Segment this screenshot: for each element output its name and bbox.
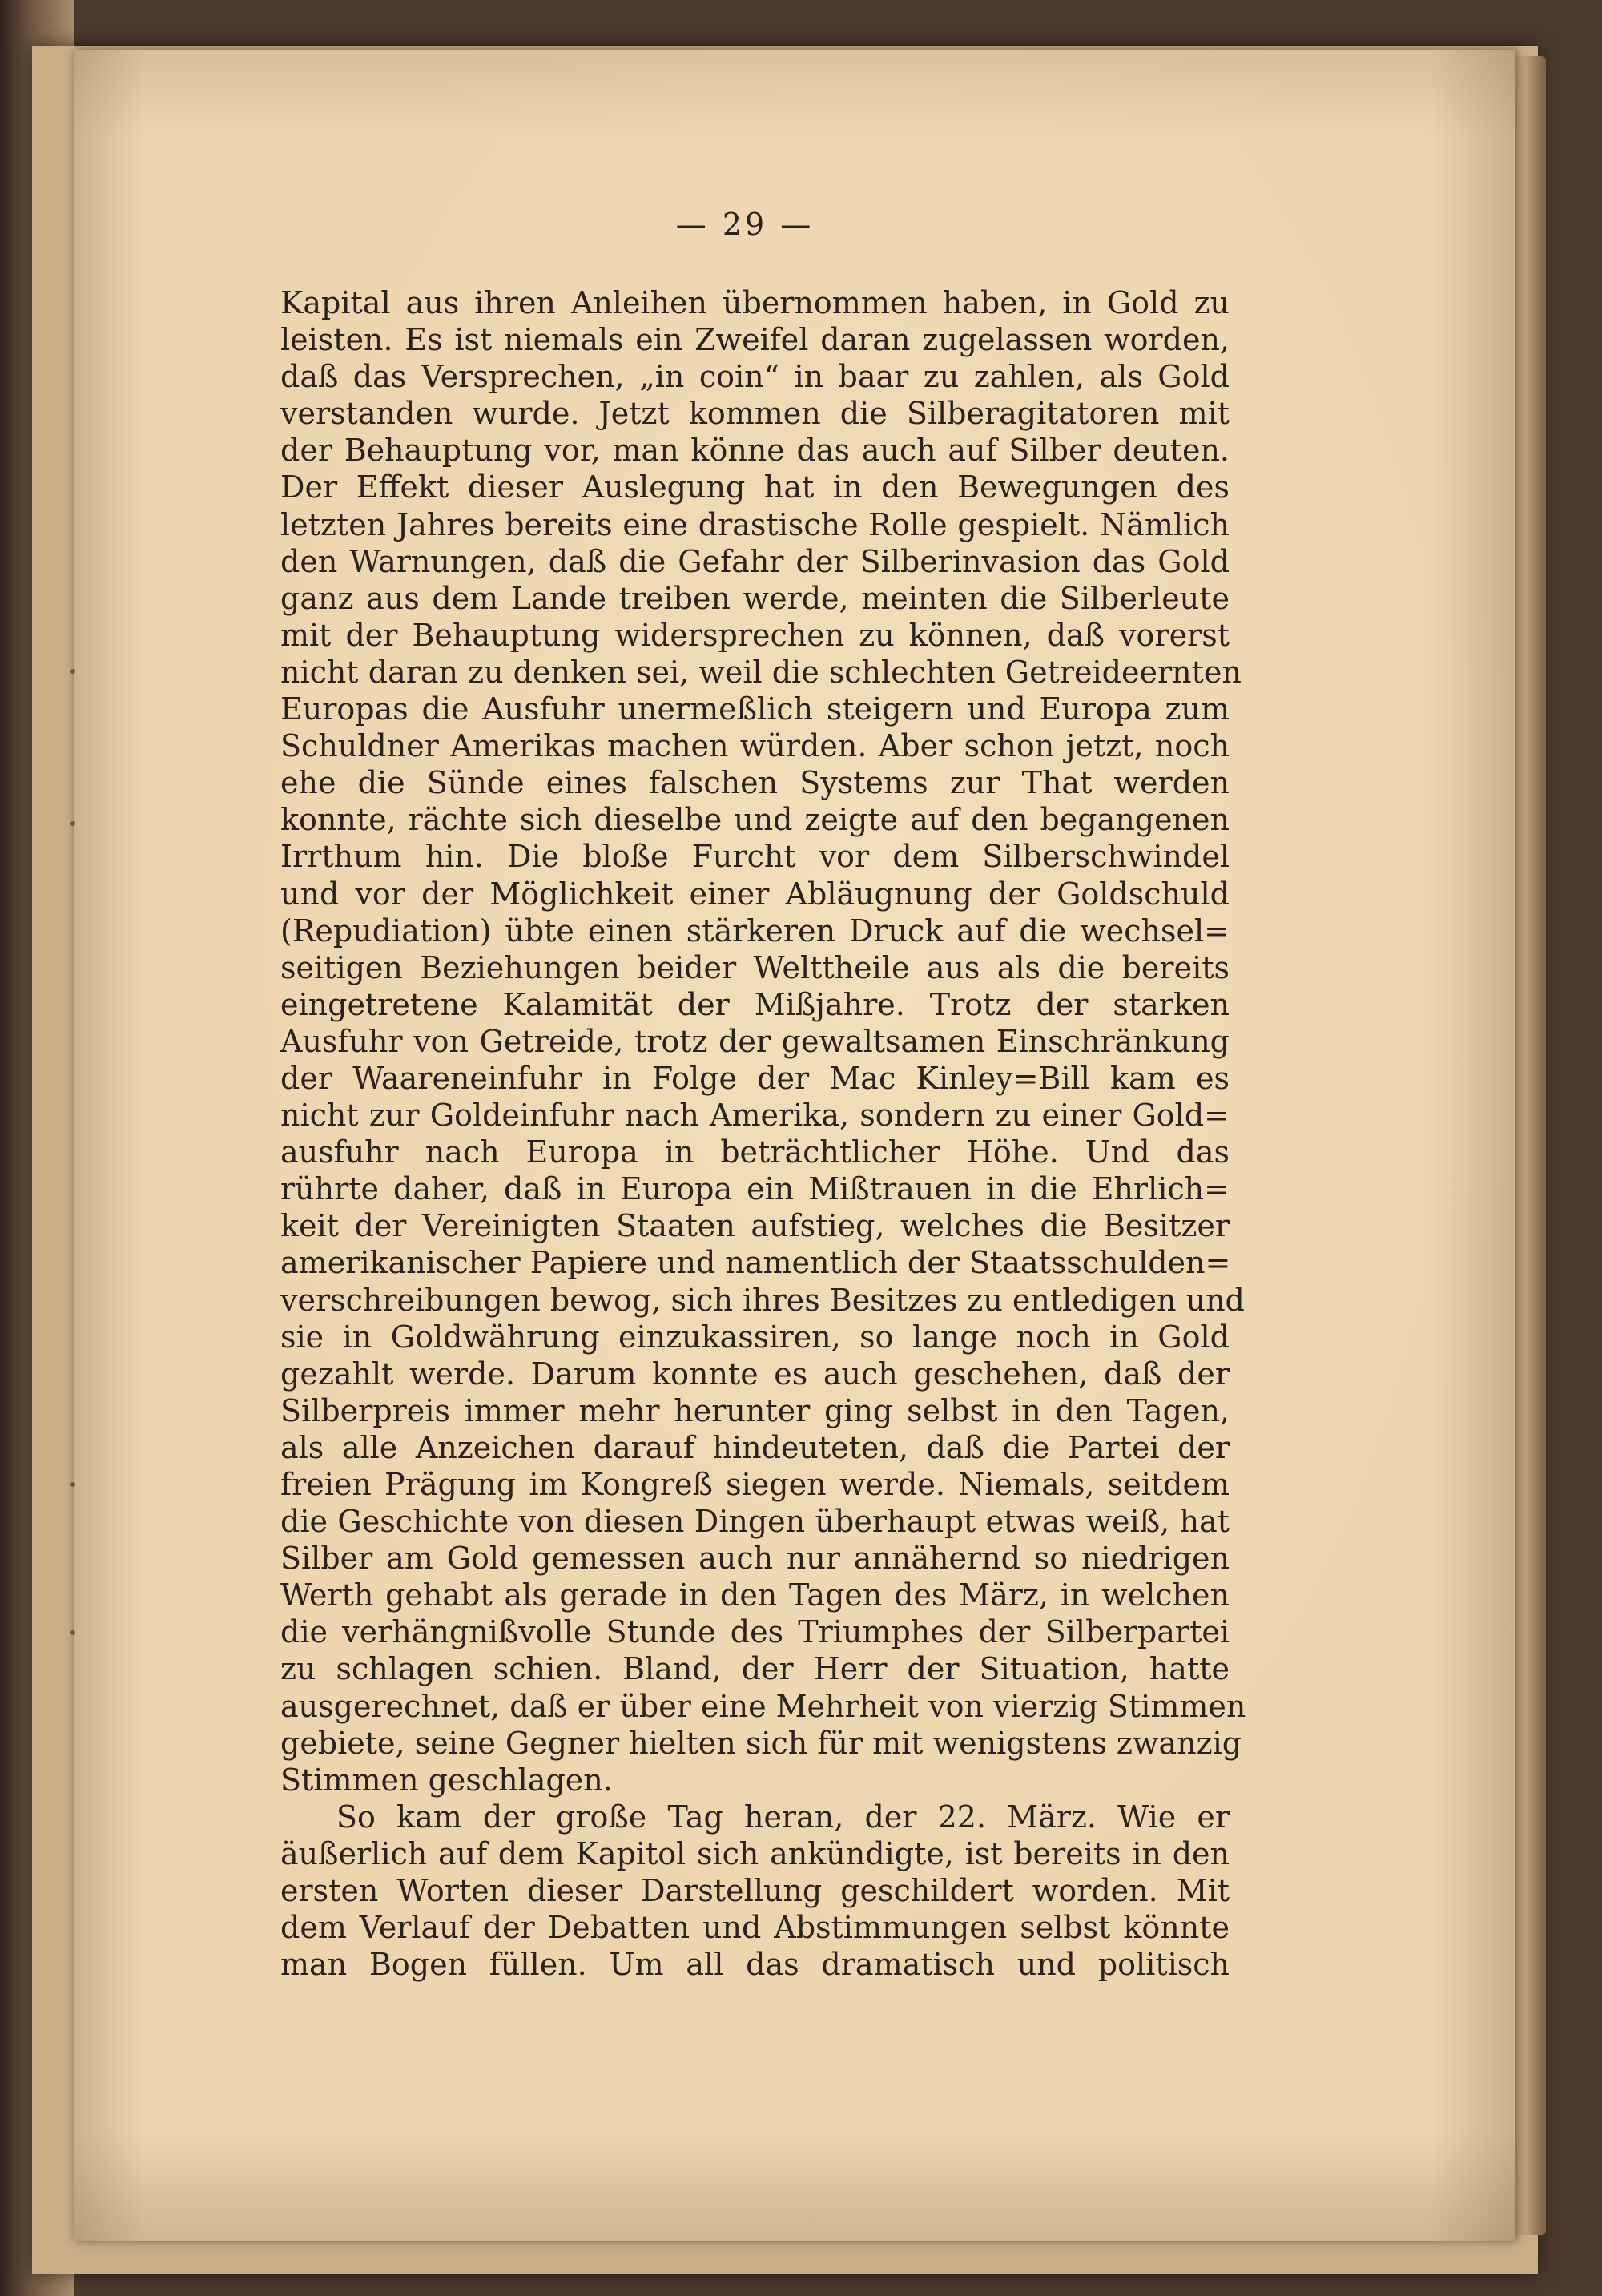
text-line-paragraph-end: Stimmen geschlagen. xyxy=(280,1762,613,1798)
text-line: verschreibungen bewog, sich ihres Besitzes zu entledigen und xyxy=(280,1282,1245,1318)
binding-hole-mark xyxy=(70,1630,75,1635)
binding-hole-mark xyxy=(70,669,75,674)
text-line: Kapital aus ihren Anleihen übernommen haben, in Gold zu xyxy=(280,285,1230,320)
text-line: zu schlagen schien. Bland, der Herr der Situation, hatte xyxy=(280,1651,1230,1687)
text-line: Europas die Ausfuhr unermeßlich steigern und Europa zum xyxy=(280,691,1230,727)
text-line: Silberpreis immer mehr herunter ging selbst in den Tagen, xyxy=(280,1392,1230,1428)
text-line: verstanden wurde. Jetzt kommen die Silberagitatoren mit xyxy=(280,396,1230,432)
text-line-paragraph-start: So kam der große Tag heran, der 22. März. Wie er xyxy=(336,1799,1230,1835)
text-line: ehe die Sünde eines falschen Systems zur That werden xyxy=(280,765,1230,801)
text-line: letzten Jahres bereits eine drastische Rolle gespielt. Nämlich xyxy=(280,506,1230,542)
text-line: seitigen Beziehungen beider Welttheile aus als die bereits xyxy=(280,949,1230,985)
text-line: und vor der Möglichkeit einer Abläugnung der Goldschuld xyxy=(280,876,1230,912)
text-line: nicht zur Goldeinfuhr nach Amerika, sondern zu einer Gold= xyxy=(280,1098,1230,1134)
text-line: Werth gehabt als gerade in den Tagen des März, in welchen xyxy=(280,1577,1230,1613)
page-number: — 29 — xyxy=(675,207,815,242)
text-line: gezahlt werde. Darum konnte es auch geschehen, daß der xyxy=(280,1355,1230,1392)
body-text xyxy=(280,284,1246,1983)
text-line: die Geschichte von diesen Dingen überhaupt etwas weiß, hat xyxy=(280,1504,1230,1540)
text-line: eingetretene Kalamität der Mißjahre. Trotz der starken xyxy=(280,986,1230,1022)
text-line: ausgerechnet, daß er über eine Mehrheit von vierzig Stimmen xyxy=(280,1688,1246,1724)
text-line: als alle Anzeichen darauf hindeuteten, daß die Partei der xyxy=(280,1429,1230,1465)
text-line: leisten. Es ist niemals ein Zweifel daran zugelassen worden, xyxy=(280,322,1230,358)
text-line: nicht daran zu denken sei, weil die schlechten Getreideernten xyxy=(280,654,1242,690)
binding-hole-mark xyxy=(70,821,75,826)
text-line: Irrthum hin. Die bloße Furcht vor dem Silberschwindel xyxy=(280,839,1230,875)
text-line: Ausfuhr von Getreide, trotz der gewaltsamen Einschränkung xyxy=(280,1023,1230,1059)
text-line: amerikanischer Papiere und namentlich der Staatsschulden= xyxy=(280,1245,1231,1281)
text-line: die verhängnißvolle Stunde des Triumphes der Silberpartei xyxy=(280,1614,1230,1650)
text-line: Silber am Gold gemessen auch nur annähernd so niedrigen xyxy=(280,1541,1230,1577)
text-line: ausfuhr nach Europa in beträchtlicher Höhe. Und das xyxy=(280,1134,1230,1170)
text-line: man Bogen füllen. Um all das dramatisch und politisch xyxy=(280,1947,1230,1983)
text-line: freien Prägung im Kongreß siegen werde. Niemals, seitdem xyxy=(280,1467,1230,1502)
text-line: dem Verlauf der Debatten und Abstimmungen selbst könnte xyxy=(280,1910,1230,1946)
text-line: sie in Goldwährung einzukassiren, so lange noch in Gold xyxy=(280,1319,1230,1355)
text-line: mit der Behauptung widersprechen zu können, daß vorerst xyxy=(280,617,1230,653)
text-line: Schuldner Amerikas machen würden. Aber schon jetzt, noch xyxy=(280,728,1230,764)
text-line: keit der Vereinigten Staaten aufstieg, welches die Besitzer xyxy=(280,1208,1230,1244)
text-line: äußerlich auf dem Kapitol sich ankündigte, ist bereits in den xyxy=(280,1835,1230,1871)
text-line: gebiete, seine Gegner hielten sich für mit wenigstens zwanzig xyxy=(280,1725,1242,1761)
text-line: daß das Versprechen, „in coin“ in baar zu zahlen, als Gold xyxy=(280,359,1230,395)
text-line: ersten Worten dieser Darstellung geschildert worden. Mit xyxy=(280,1873,1230,1909)
binding-hole-mark xyxy=(70,1482,75,1487)
text-line: den Warnungen, daß die Gefahr der Silberinvasion das Gold xyxy=(280,543,1230,579)
text-line: der Behauptung vor, man könne das auch auf Silber deuten. xyxy=(280,433,1230,469)
text-line: Der Effekt dieser Auslegung hat in den Bewegungen des xyxy=(280,469,1230,506)
text-line: ganz aus dem Lande treiben werde, meinten die Silberleute xyxy=(280,580,1230,616)
text-line: rührte daher, daß in Europa ein Mißtrauen in die Ehrlich= xyxy=(280,1171,1230,1207)
text-line: (Repudiation) übte einen stärkeren Druck auf die wechsel= xyxy=(280,912,1230,949)
text-line: der Waareneinfuhr in Folge der Mac Kinley=Bill kam es xyxy=(280,1060,1230,1096)
text-line: konnte, rächte sich dieselbe und zeigte auf den begangenen xyxy=(280,802,1230,838)
